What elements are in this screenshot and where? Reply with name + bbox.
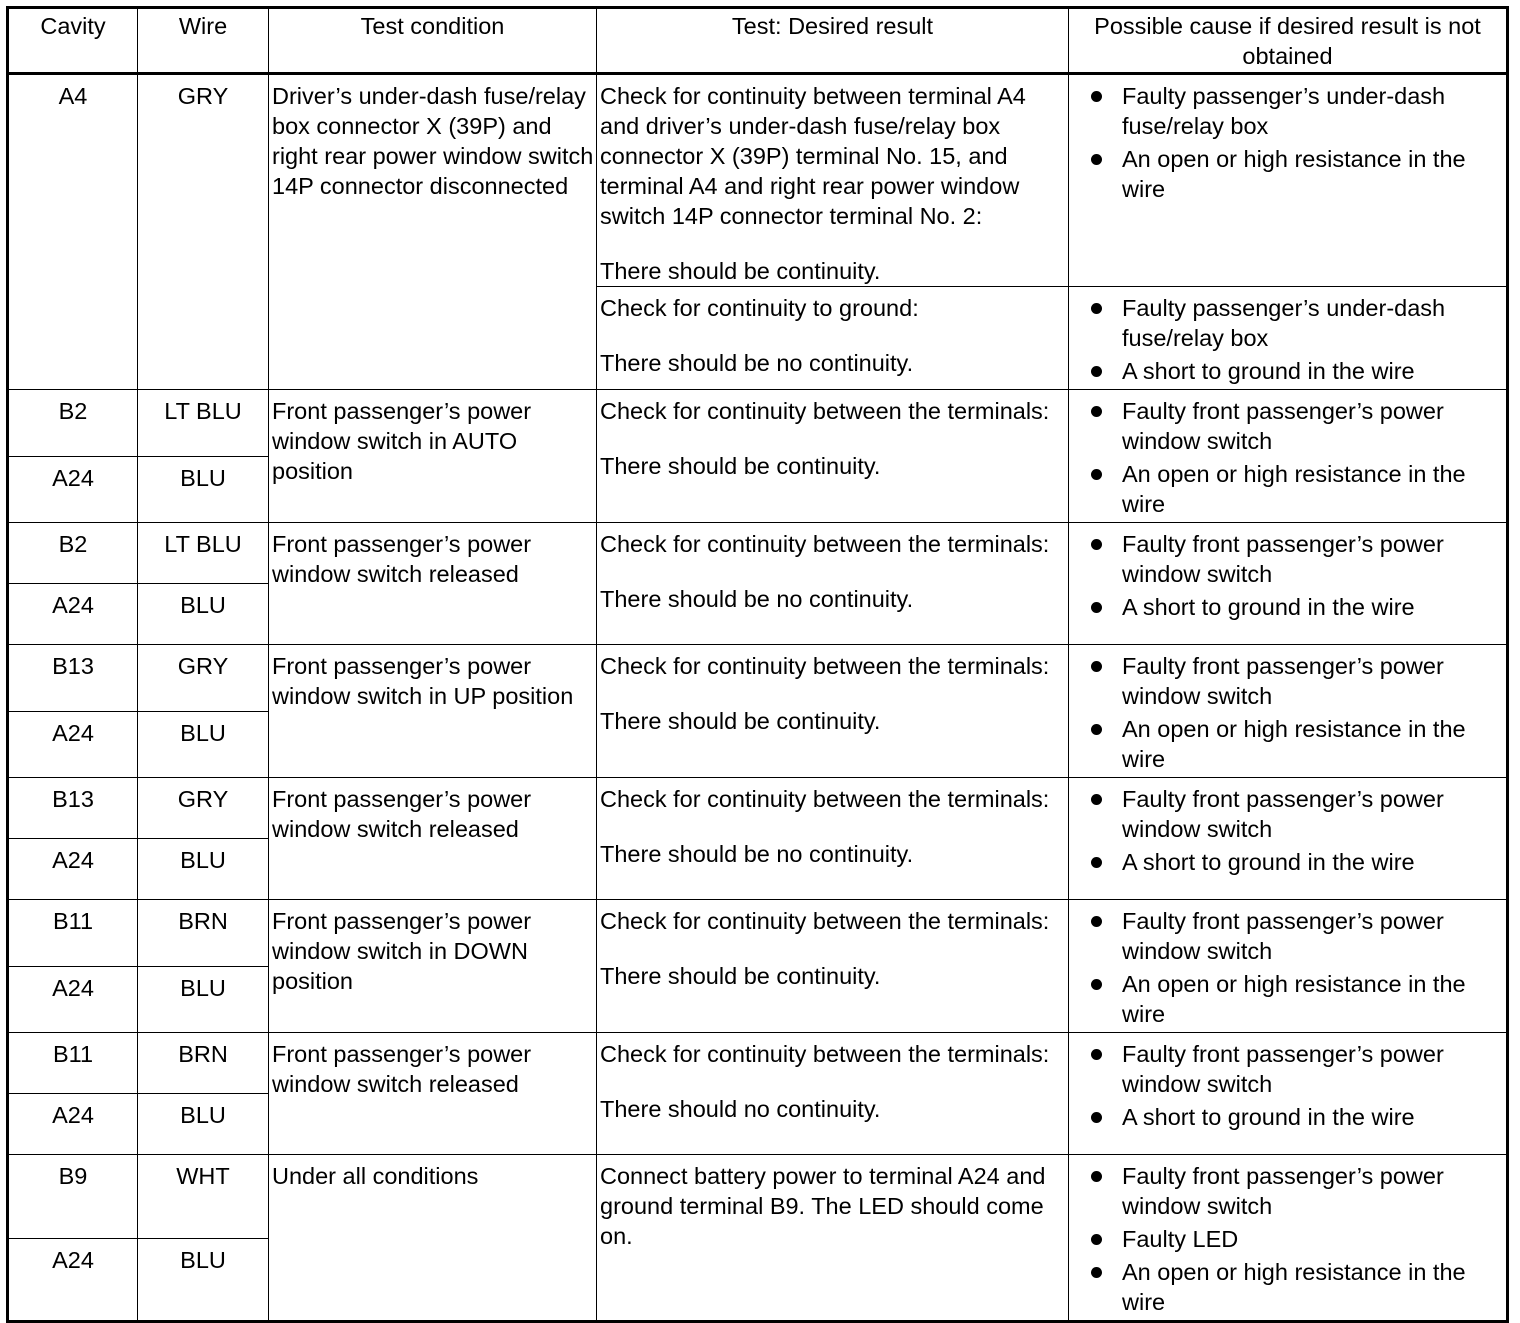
cause-item: Faulty front passenger’s power window switch xyxy=(1089,396,1502,456)
cause-item: A short to ground in the wire xyxy=(1089,847,1502,877)
result-expect: There should be continuity. xyxy=(600,963,881,989)
cavity-cell: B2 xyxy=(8,523,138,584)
result-cell xyxy=(597,74,1069,287)
cause-item: Faulty front passenger’s power window switch xyxy=(1089,1161,1502,1221)
result-cell xyxy=(597,900,1069,1033)
condition-cell: Front passenger’s power window switch released xyxy=(269,778,597,900)
condition-cell: Driver’s under-dash fuse/relay box connector X (39P) and right rear power window switch 14P connector disconnected xyxy=(269,74,597,390)
cause-cell xyxy=(1069,74,1508,287)
cause-item: Faulty passenger’s under-dash fuse/relay box xyxy=(1089,293,1502,353)
cause-cell xyxy=(1069,645,1508,778)
cavity-cell: B9 xyxy=(8,1155,138,1239)
cavity-cell: A24 xyxy=(8,456,138,523)
wire-cell: BLU xyxy=(138,711,269,778)
wire-cell: BRN xyxy=(138,900,269,967)
table-row xyxy=(8,1033,1508,1094)
cause-item: An open or high resistance in the wire xyxy=(1089,459,1502,519)
cavity-cell: A24 xyxy=(8,1094,138,1155)
cause-item: An open or high resistance in the wire xyxy=(1089,144,1502,204)
table-row xyxy=(8,778,1508,839)
cavity-cell: A24 xyxy=(8,1238,138,1322)
header-possible-cause: Possible cause if desired result is not obtained xyxy=(1069,8,1508,74)
cause-item: A short to ground in the wire xyxy=(1089,356,1502,386)
table-row xyxy=(8,645,1508,712)
cavity-cell: A4 xyxy=(8,74,138,390)
wire-cell: BLU xyxy=(138,1238,269,1322)
condition-cell: Front passenger’s power window switch in DOWN position xyxy=(269,900,597,1033)
condition-cell: Front passenger’s power window switch in UP position xyxy=(269,645,597,778)
result-check: Check for continuity between the terminals: xyxy=(600,786,1050,812)
cavity-cell: A24 xyxy=(8,966,138,1033)
wire-cell: BLU xyxy=(138,839,269,900)
cause-item: Faulty passenger’s under-dash fuse/relay box xyxy=(1089,81,1502,141)
cause-item: Faulty front passenger’s power window switch xyxy=(1089,784,1502,844)
cause-item: A short to ground in the wire xyxy=(1089,1102,1502,1132)
cavity-cell: B2 xyxy=(8,390,138,457)
cause-cell xyxy=(1069,287,1508,390)
result-check: Connect battery power to terminal A24 and ground terminal B9. The LED should come on. xyxy=(600,1163,1046,1249)
table-row xyxy=(8,74,1508,287)
condition-cell: Under all conditions xyxy=(269,1155,597,1322)
table-row xyxy=(8,1155,1508,1239)
cause-cell xyxy=(1069,523,1508,645)
condition-cell: Front passenger’s power window switch in AUTO position xyxy=(269,390,597,523)
cause-item: An open or high resistance in the wire xyxy=(1089,714,1502,774)
cavity-cell: A24 xyxy=(8,584,138,645)
cause-cell xyxy=(1069,778,1508,900)
cause-item: Faulty LED xyxy=(1089,1224,1502,1254)
cause-cell xyxy=(1069,900,1508,1033)
result-check: Check for continuity between the terminals: xyxy=(600,398,1050,424)
table-row xyxy=(8,523,1508,584)
wire-cell: BLU xyxy=(138,1094,269,1155)
wire-cell: LT BLU xyxy=(138,390,269,457)
wire-cell: BRN xyxy=(138,1033,269,1094)
cause-item: An open or high resistance in the wire xyxy=(1089,1257,1502,1317)
cause-cell xyxy=(1069,390,1508,523)
result-expect: There should be continuity. xyxy=(600,708,881,734)
cause-item: A short to ground in the wire xyxy=(1089,592,1502,622)
cause-cell xyxy=(1069,1033,1508,1155)
cause-cell xyxy=(1069,1155,1508,1322)
cavity-cell: B13 xyxy=(8,645,138,712)
result-expect: There should be continuity. xyxy=(600,258,881,284)
wire-cell: BLU xyxy=(138,966,269,1033)
result-cell xyxy=(597,645,1069,778)
header-test-condition: Test condition xyxy=(269,8,597,74)
table-row xyxy=(8,900,1508,967)
condition-cell: Front passenger’s power window switch released xyxy=(269,523,597,645)
result-check: Check for continuity between the terminals: xyxy=(600,908,1050,934)
result-cell xyxy=(597,778,1069,900)
header-row xyxy=(8,8,1508,74)
result-cell xyxy=(597,287,1069,390)
wire-cell: LT BLU xyxy=(138,523,269,584)
result-check: Check for continuity between the terminals: xyxy=(600,653,1050,679)
wire-cell: GRY xyxy=(138,778,269,839)
wire-cell: GRY xyxy=(138,645,269,712)
result-check: Check for continuity between the terminals: xyxy=(600,1041,1050,1067)
wire-cell: BLU xyxy=(138,584,269,645)
header-desired-result: Test: Desired result xyxy=(597,8,1069,74)
header-cavity: Cavity xyxy=(8,8,138,74)
result-check: Check for continuity between the terminals: xyxy=(600,531,1050,557)
condition-cell: Front passenger’s power window switch released xyxy=(269,1033,597,1155)
result-expect: There should be no continuity. xyxy=(600,841,914,867)
cause-item: Faulty front passenger’s power window switch xyxy=(1089,906,1502,966)
cause-item: Faulty front passenger’s power window switch xyxy=(1089,529,1502,589)
cavity-cell: B11 xyxy=(8,1033,138,1094)
troubleshooting-table xyxy=(6,6,1509,1323)
cavity-cell: B11 xyxy=(8,900,138,967)
result-check: Check for continuity between terminal A4 and driver’s under-dash fuse/relay box connector X (39P) terminal No. 15, and terminal A4 and right rear power window switch 14P connector terminal No. 2: xyxy=(600,83,1026,229)
result-expect: There should be no continuity. xyxy=(600,586,914,612)
header-wire: Wire xyxy=(138,8,269,74)
result-cell xyxy=(597,1033,1069,1155)
result-cell xyxy=(597,1155,1069,1322)
result-expect: There should be continuity. xyxy=(600,453,881,479)
cause-item: An open or high resistance in the wire xyxy=(1089,969,1502,1029)
wire-cell: WHT xyxy=(138,1155,269,1239)
result-expect: There should be no continuity. xyxy=(600,350,914,376)
cavity-cell: A24 xyxy=(8,839,138,900)
result-expect: There should no continuity. xyxy=(600,1096,881,1122)
cause-item: Faulty front passenger’s power window switch xyxy=(1089,651,1502,711)
table-row xyxy=(8,390,1508,457)
result-check: Check for continuity to ground: xyxy=(600,295,919,321)
wire-cell: BLU xyxy=(138,456,269,523)
result-cell xyxy=(597,390,1069,523)
result-cell xyxy=(597,523,1069,645)
wire-cell: GRY xyxy=(138,74,269,390)
cavity-cell: B13 xyxy=(8,778,138,839)
cause-item: Faulty front passenger’s power window switch xyxy=(1089,1039,1502,1099)
cavity-cell: A24 xyxy=(8,711,138,778)
